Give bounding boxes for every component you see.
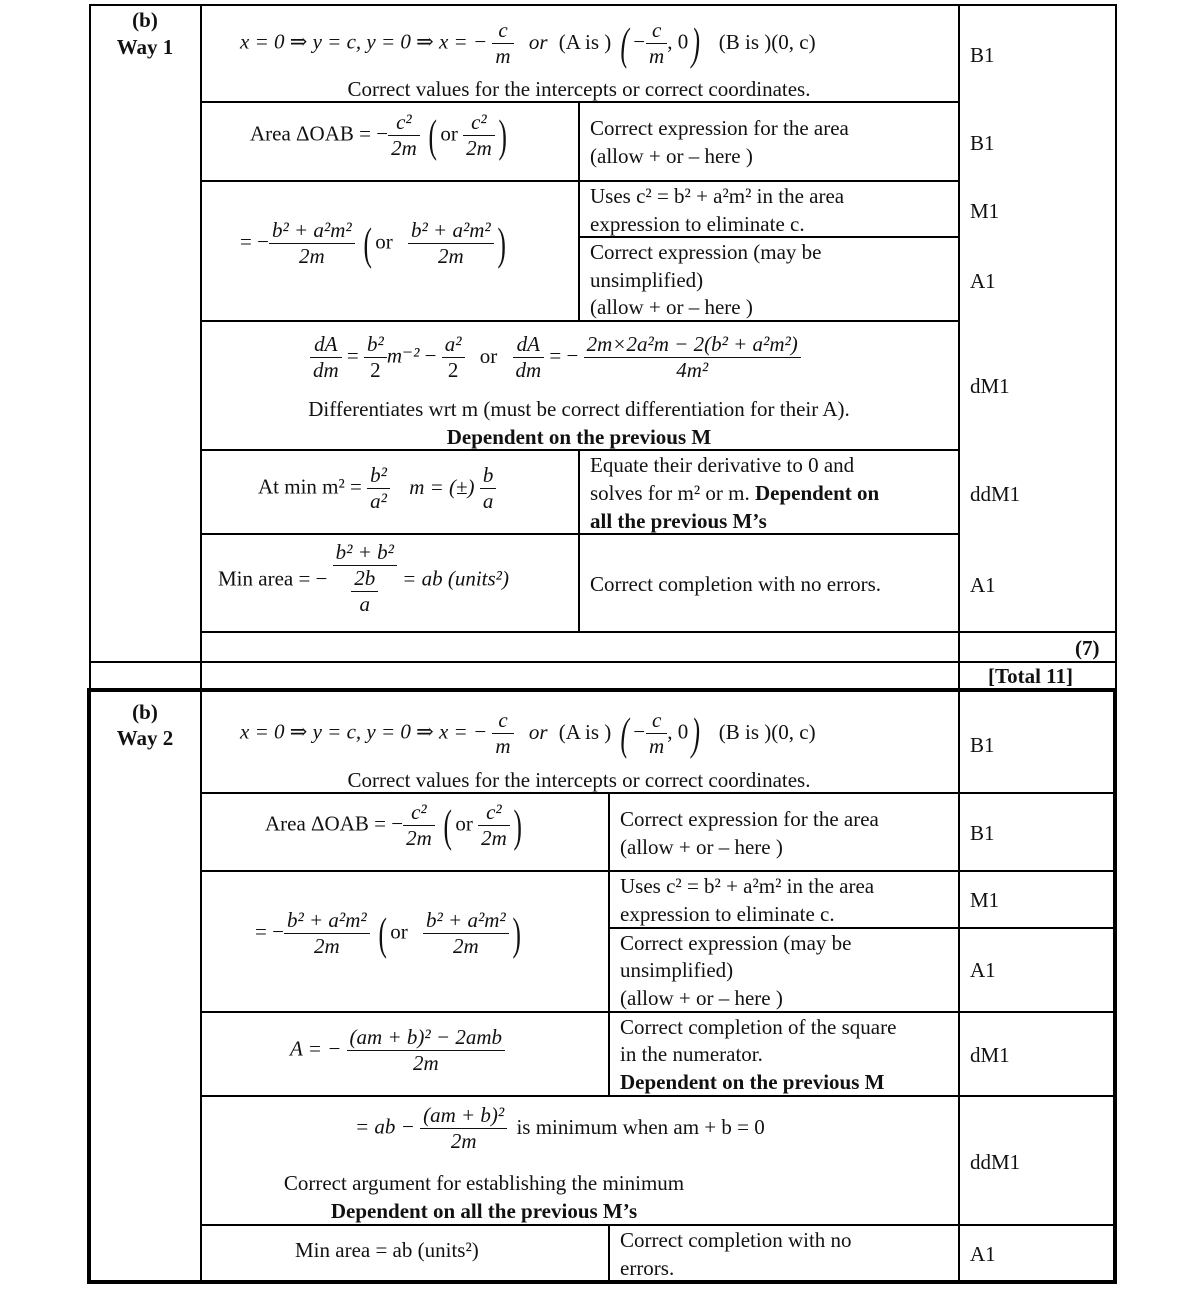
way2-mark-B1-a: B1 — [970, 733, 995, 757]
way1-min-comment-1: Equate their derivative to 0 and — [590, 453, 855, 477]
way1-mark-ddM1: ddM1 — [970, 482, 1021, 506]
total-marks: [Total 11] — [988, 664, 1073, 688]
way2-intercepts-formula: x = 0 ⇒ y = c, y = 0 ⇒ x = − $\frac{c}{m}$ or (A is ) ( − $\frac{c}{m}$ , 0) (B is )(0, c) — [240, 707, 816, 759]
way1-minarea-comment: Correct completion with no errors. — [590, 572, 882, 596]
way1-eliminate-formula: = − $\frac{\text{b² + a²m²}}{2m}$ ( or $\frac{\text{b² + a²m²}}{2m}$ ) — [240, 217, 506, 269]
way1-expr-comment-1: Correct expression (may be — [590, 240, 822, 264]
way1-area-comment-2: (allow + or – here ) — [590, 144, 753, 168]
way2-minarea-comment-1: Correct completion with no — [620, 1228, 852, 1252]
way2-area-formula: Area ΔOAB = − $\frac{\text{c²}}{2m}$ ( or $\frac{\text{c²}}{2m}$ ) — [265, 799, 522, 851]
way2-uses-comment-1: Uses c² = b² + a²m² in the area — [620, 874, 875, 898]
way2-area-comment-2: (allow + or – here ) — [620, 835, 783, 859]
way2-mark-A1-b: A1 — [970, 1242, 996, 1266]
way1-mark-B1-b: B1 — [970, 131, 995, 155]
way-label-2: Way 2 — [116, 726, 174, 750]
way2-square-formula: A = − $\frac{\text{(am + b)² − 2amb}}{2m}$ — [290, 1025, 505, 1076]
way2-area-comment-1: Correct expression for the area — [620, 807, 879, 831]
way1-mark-dM1: dM1 — [970, 374, 1010, 398]
way1-area-comment-1: Correct expression for the area — [590, 116, 849, 140]
way2-mark-B1-b: B1 — [970, 821, 995, 845]
way1-mark-B1-a: B1 — [970, 43, 995, 67]
part-label-way2: (b) — [132, 700, 158, 724]
way2-eliminate-formula: = − $\frac{\text{b² + a²m²}}{2m}$ ( or $\frac{\text{b² + a²m²}}{2m}$ ) — [255, 907, 521, 959]
way2-minarea-comment-2: errors. — [620, 1256, 675, 1280]
way1-area-formula: Area ΔOAB = − $\frac{\text{c²}}{2m}$ ( or $\frac{\text{c²}}{2m}$ ) — [250, 109, 507, 161]
way1-intercepts-formula: x = 0 ⇒ y = c, y = 0 ⇒ x = − $\frac{c}{m}$ or (A is ) ( − $\frac{c}{m}$ , 0) (B is )(0, c) — [240, 17, 816, 69]
way2-square-comment-3: Dependent on the previous M — [620, 1070, 885, 1094]
way1-expr-comment-2: unsimplified) — [590, 268, 704, 292]
way1-subtotal: (7) — [1075, 636, 1100, 660]
way-label-1: Way 1 — [116, 35, 174, 59]
way1-minarea-formula: Min area = − $\frac{\text{b² + b²}}{\frac{2b}{a}}$ = ab (units²) — [218, 540, 509, 617]
way1-derivative-note: Differentiates wrt m (must be correct differentiation for their A). — [308, 397, 850, 421]
way2-mark-M1: M1 — [970, 888, 1000, 912]
way2-minimum-note: Correct argument for establishing the minimum — [283, 1171, 685, 1195]
way1-expr-comment-3: (allow + or – here ) — [590, 295, 753, 319]
way2-minarea-formula: Min area = ab (units²) — [295, 1238, 479, 1262]
way2-expr-comment-1: Correct expression (may be — [620, 931, 852, 955]
way2-mark-A1-a: A1 — [970, 958, 996, 982]
way1-uses-comment-2: expression to eliminate c. — [590, 212, 805, 236]
way1-mark-A1-b: A1 — [970, 573, 996, 597]
way2-square-comment-1: Correct completion of the square — [620, 1015, 897, 1039]
way1-uses-comment-1: Uses c² = b² + a²m² in the area — [590, 184, 845, 208]
part-label-way1: (b) — [132, 8, 158, 32]
way1-min-comment-3: all the previous M’s — [590, 509, 767, 533]
way2-mark-dM1: dM1 — [970, 1043, 1010, 1067]
way1-intercepts-note: Correct values for the intercepts or correct coordinates. — [347, 77, 811, 101]
way2-minimum-formula: = ab − $\frac{\text{(am + b)²}}{2m}$ is minimum when am + b = 0 — [355, 1103, 765, 1154]
way2-uses-comment-2: expression to eliminate c. — [620, 902, 835, 926]
way2-minimum-dependent: Dependent on all the previous M’s — [330, 1199, 638, 1223]
way1-mark-A1-a: A1 — [970, 269, 996, 293]
way1-min-comment-2: solves for m² or m. Dependent on — [590, 481, 880, 505]
way1-mark-M1: M1 — [970, 199, 1000, 223]
way2-expr-comment-3: (allow + or – here ) — [620, 986, 783, 1010]
way1-derivative-dependent: Dependent on the previous M — [446, 425, 712, 449]
way1-min-formula: At min m² = $\frac{\text{b²}}{\text{a²}}$ m = (±) $\frac{b}{a}$ — [258, 463, 496, 514]
way2-square-comment-2: in the numerator. — [620, 1042, 763, 1066]
way2-mark-ddM1: ddM1 — [970, 1150, 1021, 1174]
way2-intercepts-note: Correct values for the intercepts or correct coordinates. — [347, 768, 811, 792]
way2-expr-comment-2: unsimplified) — [620, 958, 734, 982]
way1-derivative-formula: $\frac{dA}{dm}$ = $\frac{\text{b²}}{2}$ m⁻² − $\frac{\text{a²}}{2}$ or $\frac{dA}{dm}$ = − $\frac{\text{2m×2a²m − 2(b² + a²m²)}}{\text{4m²}}$ — [310, 332, 801, 383]
